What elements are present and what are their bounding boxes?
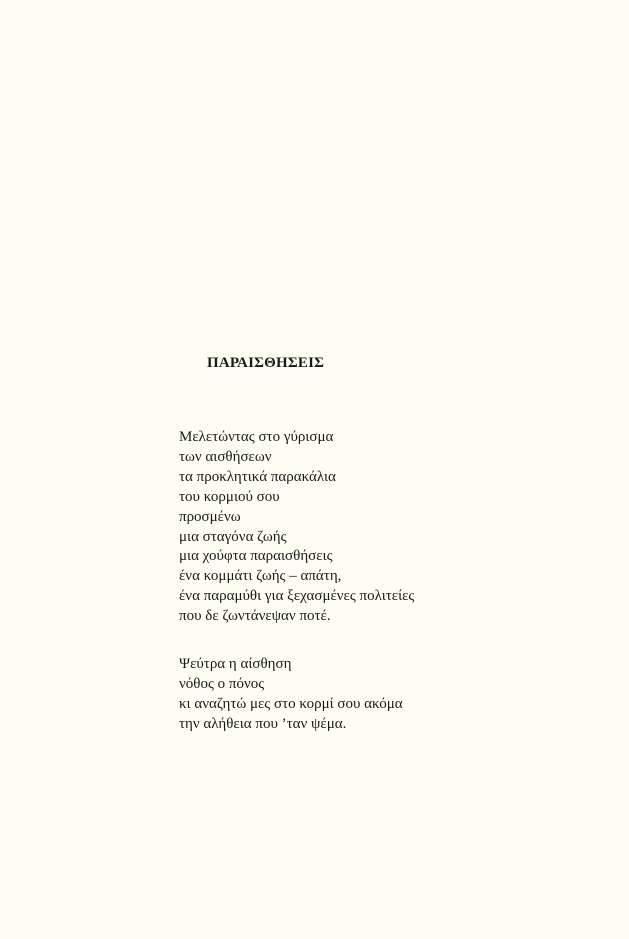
poem-line: ένα παραμύθι για ξεχασμένες πολιτείες (179, 588, 415, 605)
poem-line: των αισθήσεων (179, 448, 272, 465)
poem-line: νόθος ο πόνος (179, 675, 265, 692)
poem-line: τα προκλητικά παρακάλια (179, 468, 336, 485)
poem-line: που δε ζωντάνεψαν ποτέ. (179, 608, 331, 625)
poem-line: μια σταγόνα ζωής (179, 528, 287, 545)
poem-line: μια χούφτα παραισθήσεις (179, 548, 333, 565)
poem-line: Μελετώντας στο γύρισμα (179, 429, 334, 445)
stanza-2 (179, 655, 403, 735)
poem-title: ΠΑΡΑΙΣΘΗΣΕΙΣ (207, 355, 325, 371)
poem-line: κι αναζητώ μες στο κορμί σου ακόμα (179, 695, 403, 712)
poem-line: την αλήθεια που ’ταν ψέμα. (179, 715, 347, 732)
poem-line: του κορμιού σου (179, 488, 280, 505)
poem-line: προσμένω (179, 508, 241, 525)
poem-line: ένα κομμάτι ζωής – απάτη, (179, 568, 342, 585)
poem-line: Ψεύτρα η αίσθηση (179, 656, 292, 672)
stanza-1 (179, 428, 414, 627)
